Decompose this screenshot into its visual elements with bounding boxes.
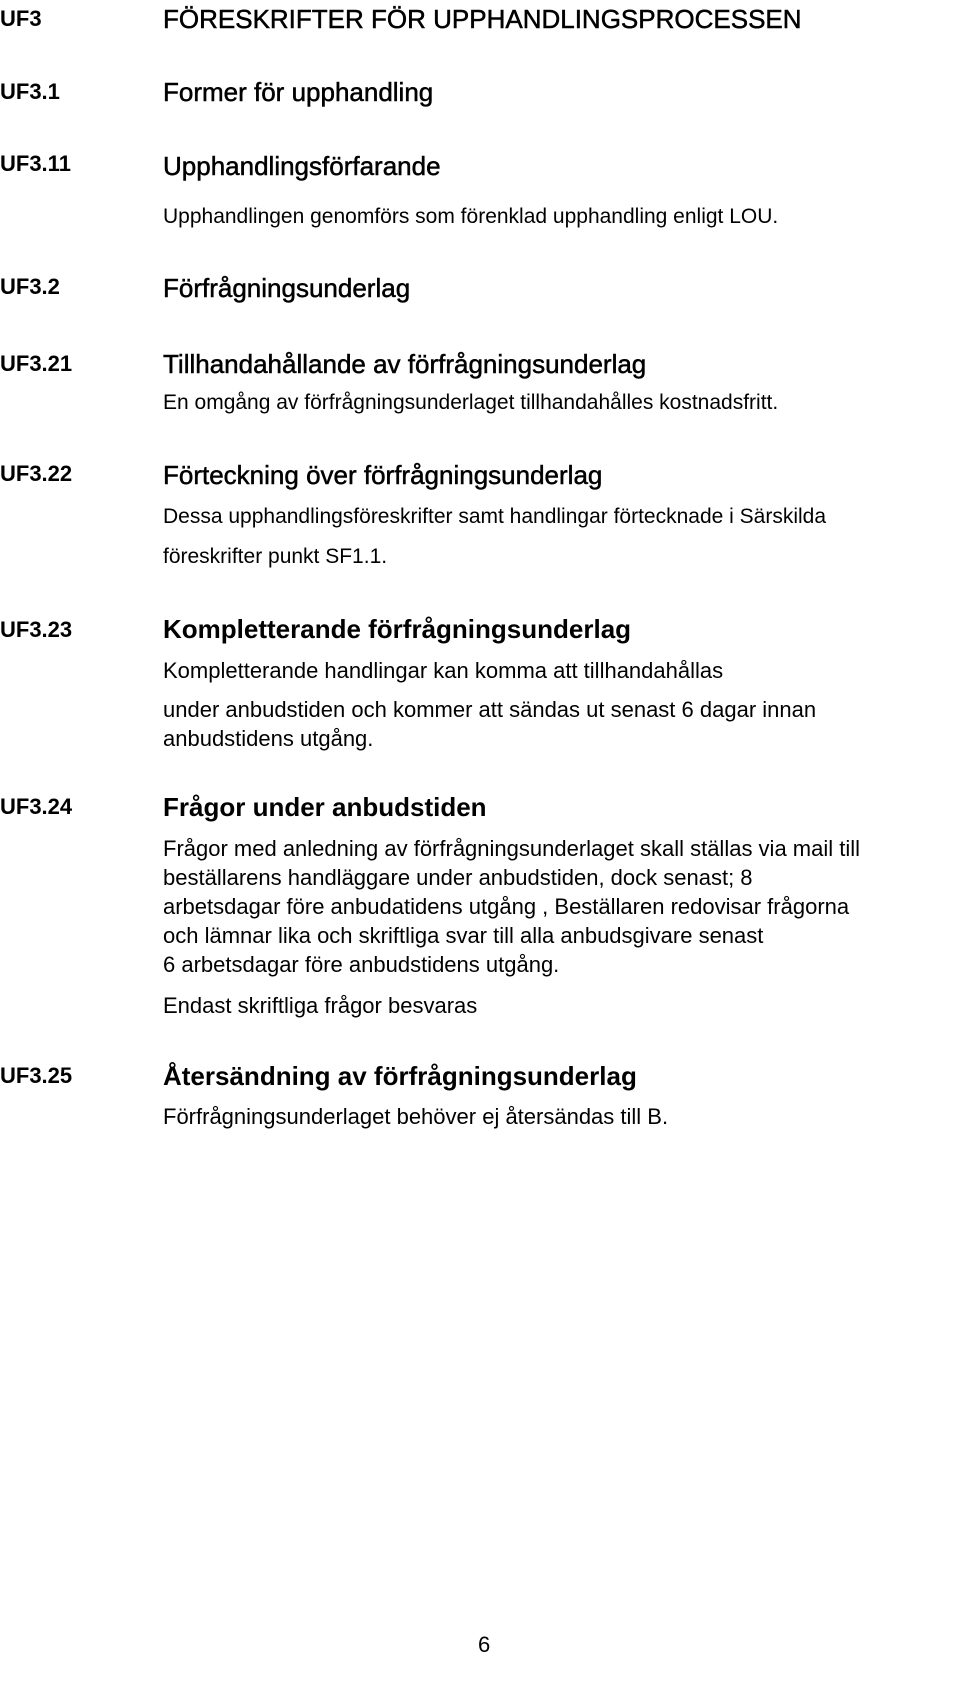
section-number-uf3-1: UF3.1 [0, 79, 60, 104]
section-number-uf3: UF3 [0, 6, 42, 31]
section-text-uf3-24-line2: beställarens handläggare under anbudstiden, dock senast; 8 [163, 865, 753, 890]
section-title-uf3-23: Kompletterande förfrågningsunderlag [163, 614, 632, 644]
section-title-uf3-24: Frågor under anbudstiden [163, 792, 487, 822]
section-number-uf3-11: UF3.11 [0, 151, 71, 176]
section-number-uf3-24: UF3.24 [0, 794, 73, 819]
section-text-uf3-23-line1: Kompletterande handlingar kan komma att tillhandahållas [163, 658, 724, 683]
section-text-uf3-21: En omgång av förfrågningsunderlaget tillhandahålles kostnadsfritt. [163, 391, 779, 414]
section-text-uf3-24-line6: Endast skriftliga frågor besvaras [163, 993, 478, 1018]
section-title-uf3-1: Former för upphandling [163, 77, 434, 107]
page-number: 6 [478, 1632, 491, 1657]
section-text-uf3-24-line3: arbetsdagar före anbudatidens utgång , Beställaren redovisar frågorna [163, 894, 850, 919]
section-text-uf3-23-line3: anbudstidens utgång. [163, 726, 374, 751]
section-title-uf3-22: Förteckning över förfrågningsunderlag [163, 460, 603, 490]
section-title-uf3: FÖRESKRIFTER FÖR UPPHANDLINGSPROCESSEN [163, 4, 802, 34]
section-number-uf3-22: UF3.22 [0, 461, 73, 486]
section-number-uf3-23: UF3.23 [0, 617, 73, 642]
section-title-uf3-21: Tillhandahållande av förfrågningsunderlag [163, 349, 647, 379]
section-title-uf3-11: Upphandlingsförfarande [163, 151, 441, 181]
section-number-uf3-2: UF3.2 [0, 274, 60, 299]
section-text-uf3-22-line1: Dessa upphandlingsföreskrifter samt handlingar förtecknade i Särskilda [163, 505, 827, 528]
section-text-uf3-23-line2: under anbudstiden och kommer att sändas ut senast 6 dagar innan [163, 697, 817, 722]
section-text-uf3-24-line5: 6 arbetsdagar före anbudstidens utgång. [163, 952, 560, 977]
section-text-uf3-24-line1: Frågor med anledning av förfrågningsunderlaget skall ställas via mail till [163, 836, 861, 861]
section-text-uf3-25: Förfrågningsunderlaget behöver ej återsändas till B. [163, 1104, 669, 1129]
section-text-uf3-24-line4: och lämnar lika och skriftliga svar till alla anbudsgivare senast [163, 923, 764, 948]
section-title-uf3-25: Återsändning av förfrågningsunderlag [163, 1061, 637, 1091]
section-number-uf3-21: UF3.21 [0, 351, 73, 376]
section-text-uf3-11: Upphandlingen genomförs som förenklad upphandling enligt LOU. [163, 205, 779, 228]
section-text-uf3-22-line2: föreskrifter punkt SF1.1. [163, 545, 388, 568]
section-number-uf3-25: UF3.25 [0, 1063, 73, 1088]
section-title-uf3-2: Förfrågningsunderlag [163, 273, 411, 303]
